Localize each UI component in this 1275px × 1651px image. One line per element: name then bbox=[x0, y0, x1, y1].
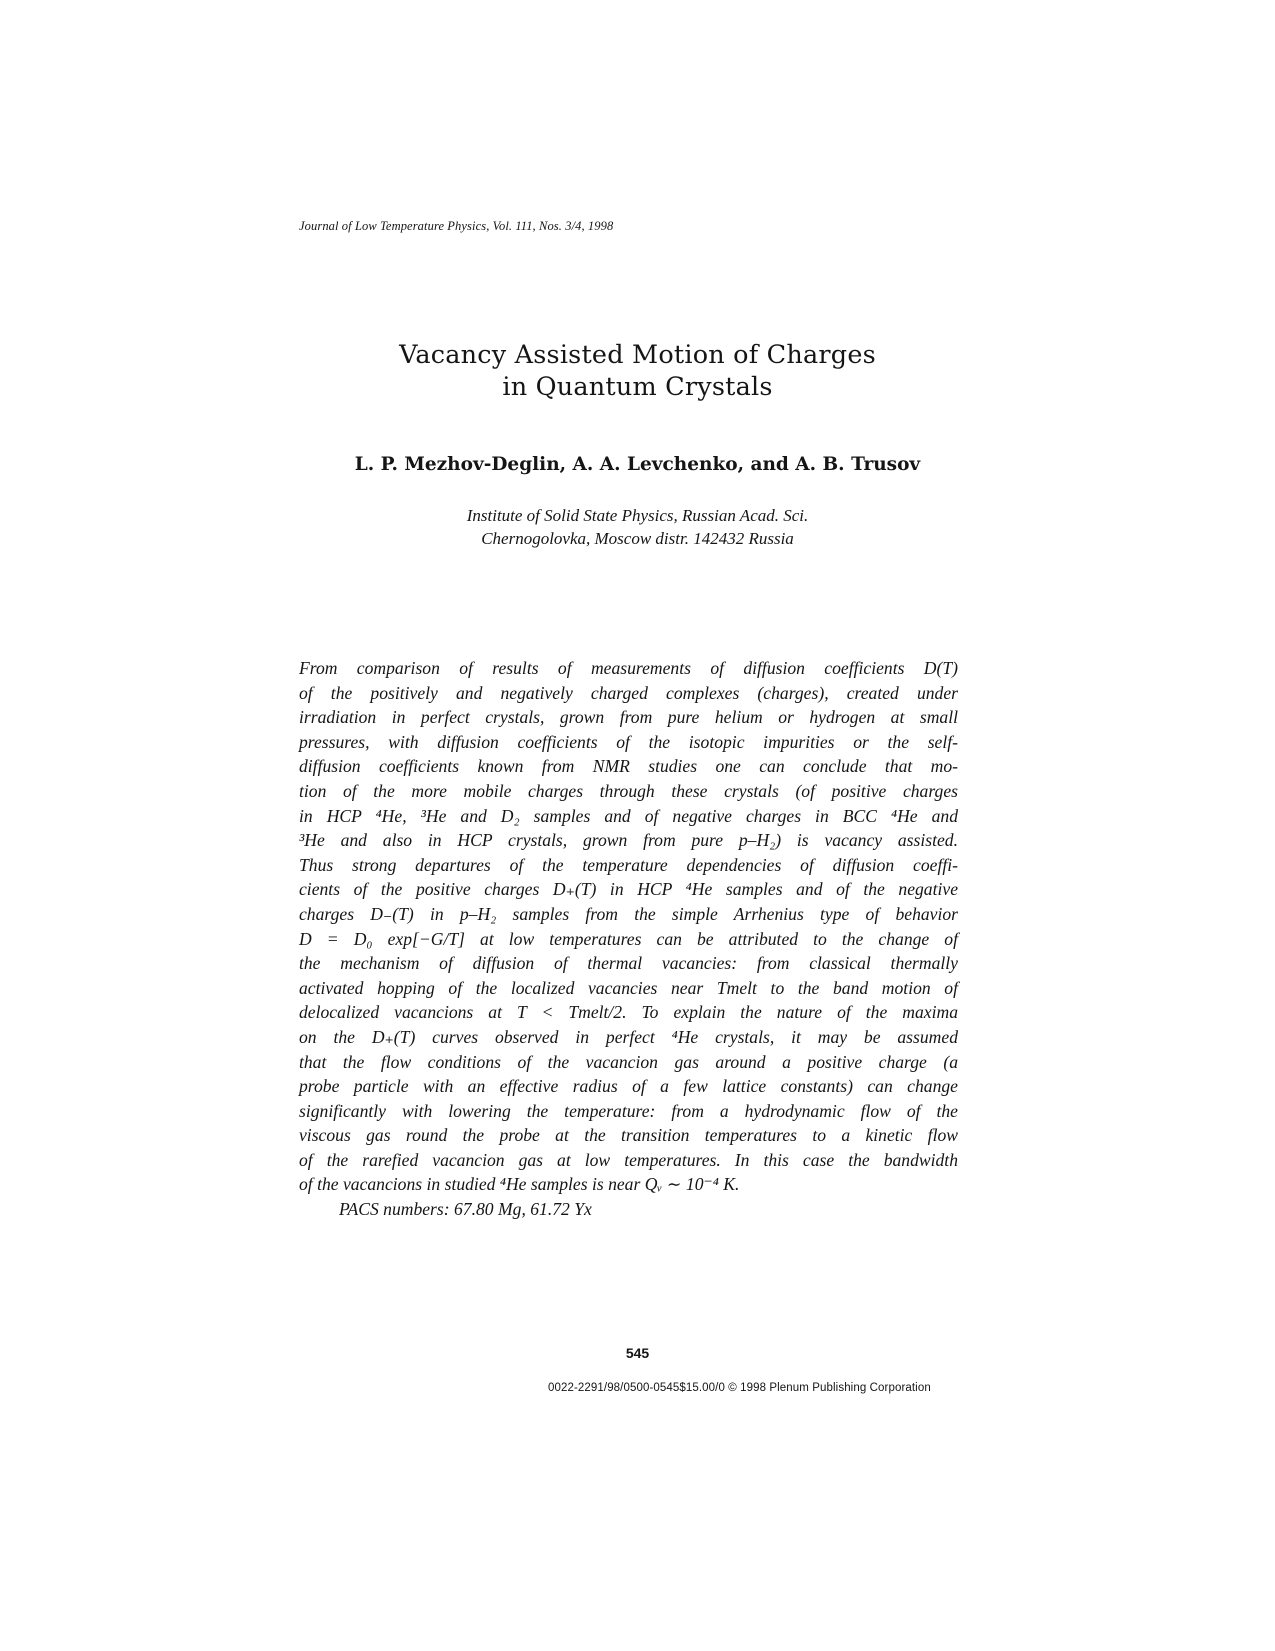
affiliation-line-2: Chernogolovka, Moscow distr. 142432 Russia bbox=[481, 529, 794, 548]
abstract-line: of the vacancions in studied ⁴He samples is near Qᵥ ∼ 10⁻⁴ K. bbox=[299, 1174, 740, 1195]
abstract bbox=[299, 656, 958, 1222]
author-list: L. P. Mezhov-Deglin, A. A. Levchenko, and A. B. Trusov bbox=[354, 454, 921, 475]
abstract-line: cients of the positive charges D₊(T) in HCP ⁴He samples and of the negative bbox=[299, 879, 958, 900]
abstract-line: activated hopping of the localized vacancies near Tmelt to the band motion of bbox=[299, 977, 958, 998]
abstract-line: significantly with lowering the temperature: from a hydrodynamic flow of the bbox=[299, 1100, 958, 1121]
abstract-line: in HCP ⁴He, ³He and D₂ samples and of negative charges in BCC ⁴He and bbox=[299, 805, 958, 826]
abstract-line: of the rarefied vacancion gas at low temperatures. In this case the bandwidth bbox=[299, 1149, 958, 1170]
page-number: 545 bbox=[625, 1345, 650, 1361]
abstract-line: on the D₊(T) curves observed in perfect ⁴He crystals, it may be assumed bbox=[299, 1026, 958, 1047]
abstract-line: pressures, with diffusion coefficients of the isotopic impurities or the self- bbox=[299, 731, 958, 752]
abstract-line: that the flow conditions of the vacancion gas around a positive charge (a bbox=[299, 1051, 958, 1072]
abstract-line: diffusion coefficients known from NMR studies one can conclude that mo- bbox=[299, 756, 958, 777]
abstract-line: delocalized vacancions at T < Tmelt/2. To explain the nature of the maxima bbox=[299, 1002, 958, 1023]
abstract-line: viscous gas round the probe at the transition temperatures to a kinetic flow bbox=[299, 1125, 958, 1146]
abstract-line: D = D₀ exp[−G/T] at low temperatures can be attributed to the change of bbox=[299, 928, 958, 949]
abstract-line: tion of the more mobile charges through these crystals (of positive charges bbox=[299, 780, 958, 801]
pacs-numbers: PACS numbers: 67.80 Mg, 61.72 Yx bbox=[339, 1199, 592, 1220]
affiliation-line-1: Institute of Solid State Physics, Russian Acad. Sci. bbox=[466, 506, 809, 525]
title-line-2: in Quantum Crystals bbox=[502, 372, 773, 402]
abstract-line: charges D₋(T) in p–H₂ samples from the simple Arrhenius type of behavior bbox=[299, 903, 958, 924]
journal-header: Journal of Low Temperature Physics, Vol. 111, Nos. 3/4, 1998 bbox=[299, 219, 614, 233]
abstract-line: ³He and also in HCP crystals, grown from pure p–H₂) is vacancy assisted. bbox=[299, 830, 958, 851]
title-line-1: Vacancy Assisted Motion of Charges bbox=[399, 340, 876, 370]
abstract-line: irradiation in perfect crystals, grown from pure helium or hydrogen at small bbox=[299, 707, 958, 728]
abstract-line: of the positively and negatively charged complexes (charges), created under bbox=[299, 682, 958, 703]
abstract-line: probe particle with an effective radius of a few lattice constants) can change bbox=[299, 1076, 958, 1097]
abstract-line: Thus strong departures of the temperature dependencies of diffusion coeffi- bbox=[299, 854, 958, 875]
copyright-line: 0022-2291/98/0500-0545$15.00/0 © 1998 Plenum Publishing Corporation bbox=[548, 1382, 931, 1394]
abstract-line: the mechanism of diffusion of thermal vacancies: from classical thermally bbox=[299, 953, 958, 974]
abstract-line: From comparison of results of measurements of diffusion coefficients D(T) bbox=[299, 658, 958, 678]
